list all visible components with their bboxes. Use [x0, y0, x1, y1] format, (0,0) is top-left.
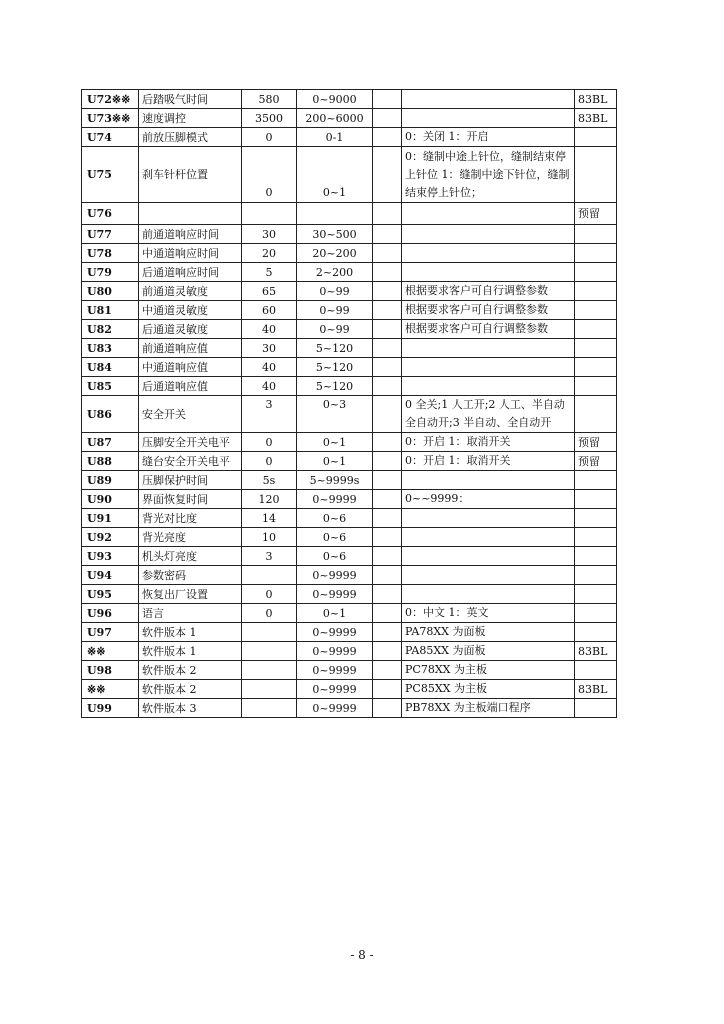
- parameter-table-body: [82, 90, 617, 718]
- param-name-cell: 缝台安全开关电平: [139, 452, 242, 471]
- note-cell: [402, 471, 575, 490]
- range-cell: 0~99: [297, 301, 373, 320]
- blank-cell: [373, 301, 402, 320]
- note-cell: [402, 244, 575, 263]
- blank-cell: [373, 490, 402, 509]
- remark-cell: 83BL: [575, 680, 617, 699]
- remark-cell: [575, 320, 617, 339]
- table-row: [82, 90, 617, 109]
- remark-cell: 83BL: [575, 109, 617, 128]
- param-name-cell: 后通道响应值: [139, 377, 242, 396]
- parameter-table: [81, 89, 617, 718]
- blank-cell: [373, 282, 402, 301]
- note-cell: [402, 358, 575, 377]
- table-row: [82, 452, 617, 471]
- note-cell: [402, 225, 575, 244]
- note-cell: PB78XX 为主板端口程序: [402, 699, 575, 718]
- param-name-cell: 速度调控: [139, 109, 242, 128]
- range-cell: 30~500: [297, 225, 373, 244]
- table-row: [82, 604, 617, 623]
- blank-cell: [373, 642, 402, 661]
- range-cell: 2~200: [297, 263, 373, 282]
- note-cell: 根据要求客户可自行调整参数: [402, 301, 575, 320]
- param-name-cell: 软件版本 3: [139, 699, 242, 718]
- param-code-cell: U77: [82, 225, 139, 244]
- table-row: [82, 680, 617, 699]
- default-value-cell: 10: [242, 528, 297, 547]
- blank-cell: [373, 528, 402, 547]
- param-name-cell: 软件版本 2: [139, 680, 242, 699]
- default-value-cell: 0: [242, 147, 297, 203]
- table-row: [82, 377, 617, 396]
- blank-cell: [373, 547, 402, 566]
- table-row: [82, 623, 617, 642]
- blank-cell: [373, 263, 402, 282]
- default-value-cell: 30: [242, 225, 297, 244]
- note-cell: 0：关闭 1：开启: [402, 128, 575, 147]
- remark-cell: [575, 604, 617, 623]
- table-row: [82, 128, 617, 147]
- param-name-cell: 刹车针杆位置: [139, 147, 242, 203]
- param-name-cell: 中通道响应值: [139, 358, 242, 377]
- remark-cell: [575, 263, 617, 282]
- param-code-cell: U87: [82, 433, 139, 452]
- default-value-cell: 5: [242, 263, 297, 282]
- table-row: [82, 109, 617, 128]
- table-row: [82, 301, 617, 320]
- param-name-cell: 软件版本 1: [139, 623, 242, 642]
- default-value-cell: [242, 699, 297, 718]
- param-name-cell: 恢复出厂设置: [139, 585, 242, 604]
- default-value-cell: 0: [242, 604, 297, 623]
- range-cell: [297, 203, 373, 225]
- range-cell: 0~9999: [297, 490, 373, 509]
- param-code-cell: U72※※: [82, 90, 139, 109]
- blank-cell: [373, 471, 402, 490]
- range-cell: 0-1: [297, 128, 373, 147]
- param-code-cell: U81: [82, 301, 139, 320]
- default-value-cell: 40: [242, 320, 297, 339]
- note-cell: 0~~9999：: [402, 490, 575, 509]
- default-value-cell: 40: [242, 377, 297, 396]
- default-value-cell: 0: [242, 452, 297, 471]
- range-cell: 5~120: [297, 377, 373, 396]
- default-value-cell: 3: [242, 547, 297, 566]
- note-cell: 0：中文 1：英文: [402, 604, 575, 623]
- table-row: [82, 358, 617, 377]
- param-name-cell: 机头灯亮度: [139, 547, 242, 566]
- param-code-cell: U98: [82, 661, 139, 680]
- range-cell: 0~99: [297, 282, 373, 301]
- range-cell: 0~3: [297, 396, 373, 433]
- note-cell: 0：开启 1：取消开关: [402, 452, 575, 471]
- range-cell: 0~1: [297, 147, 373, 203]
- param-name-cell: 参数密码: [139, 566, 242, 585]
- param-name-cell: 压脚保护时间: [139, 471, 242, 490]
- blank-cell: [373, 377, 402, 396]
- table-row: [82, 547, 617, 566]
- table-row: [82, 642, 617, 661]
- default-value-cell: [242, 680, 297, 699]
- param-name-cell: 界面恢复时间: [139, 490, 242, 509]
- note-cell: [402, 203, 575, 225]
- note-cell: PA85XX 为面板: [402, 642, 575, 661]
- param-name-cell: 软件版本 2: [139, 661, 242, 680]
- table-row: [82, 566, 617, 585]
- remark-cell: 83BL: [575, 90, 617, 109]
- table-row: [82, 661, 617, 680]
- param-code-cell: U99: [82, 699, 139, 718]
- param-code-cell: U95: [82, 585, 139, 604]
- table-row: [82, 282, 617, 301]
- param-name-cell: [139, 203, 242, 225]
- table-row: [82, 244, 617, 263]
- remark-cell: [575, 699, 617, 718]
- param-code-cell: ※※: [82, 680, 139, 699]
- remark-cell: [575, 225, 617, 244]
- blank-cell: [373, 225, 402, 244]
- blank-cell: [373, 396, 402, 433]
- remark-cell: [575, 377, 617, 396]
- range-cell: 0~6: [297, 547, 373, 566]
- default-value-cell: 40: [242, 358, 297, 377]
- blank-cell: [373, 699, 402, 718]
- remark-cell: [575, 528, 617, 547]
- range-cell: 0~9999: [297, 699, 373, 718]
- default-value-cell: 60: [242, 301, 297, 320]
- blank-cell: [373, 339, 402, 358]
- table-row: [82, 509, 617, 528]
- param-name-cell: 安全开关: [139, 396, 242, 433]
- blank-cell: [373, 433, 402, 452]
- param-name-cell: 背光亮度: [139, 528, 242, 547]
- remark-cell: 预留: [575, 203, 617, 225]
- table-row: [82, 433, 617, 452]
- table-row: [82, 339, 617, 358]
- remark-cell: [575, 358, 617, 377]
- blank-cell: [373, 585, 402, 604]
- param-code-cell: U96: [82, 604, 139, 623]
- blank-cell: [373, 623, 402, 642]
- default-value-cell: [242, 661, 297, 680]
- default-value-cell: 0: [242, 433, 297, 452]
- table-row: [82, 147, 617, 203]
- blank-cell: [373, 604, 402, 623]
- param-code-cell: U93: [82, 547, 139, 566]
- note-cell: [402, 528, 575, 547]
- param-code-cell: U75: [82, 147, 139, 203]
- param-code-cell: U82: [82, 320, 139, 339]
- blank-cell: [373, 358, 402, 377]
- param-code-cell: U90: [82, 490, 139, 509]
- blank-cell: [373, 147, 402, 203]
- default-value-cell: [242, 203, 297, 225]
- range-cell: 0~1: [297, 452, 373, 471]
- param-code-cell: U89: [82, 471, 139, 490]
- param-code-cell: U97: [82, 623, 139, 642]
- blank-cell: [373, 128, 402, 147]
- range-cell: 20~200: [297, 244, 373, 263]
- table-row: [82, 528, 617, 547]
- blank-cell: [373, 680, 402, 699]
- param-name-cell: 后通道响应时间: [139, 263, 242, 282]
- table-row: [82, 203, 617, 225]
- blank-cell: [373, 244, 402, 263]
- remark-cell: [575, 301, 617, 320]
- param-name-cell: 压脚安全开关电平: [139, 433, 242, 452]
- note-cell: [402, 566, 575, 585]
- default-value-cell: 20: [242, 244, 297, 263]
- note-cell: PA78XX 为面板: [402, 623, 575, 642]
- table-row: [82, 471, 617, 490]
- remark-cell: [575, 623, 617, 642]
- range-cell: 0~9000: [297, 90, 373, 109]
- param-name-cell: 前通道响应时间: [139, 225, 242, 244]
- default-value-cell: 65: [242, 282, 297, 301]
- param-code-cell: U74: [82, 128, 139, 147]
- default-value-cell: 120: [242, 490, 297, 509]
- note-cell: 根据要求客户可自行调整参数: [402, 282, 575, 301]
- note-cell: [402, 90, 575, 109]
- note-cell: PC85XX 为主板: [402, 680, 575, 699]
- remark-cell: [575, 282, 617, 301]
- param-code-cell: U91: [82, 509, 139, 528]
- default-value-cell: 3: [242, 396, 297, 433]
- default-value-cell: 30: [242, 339, 297, 358]
- remark-cell: [575, 490, 617, 509]
- param-code-cell: U94: [82, 566, 139, 585]
- default-value-cell: 5s: [242, 471, 297, 490]
- range-cell: 0~6: [297, 509, 373, 528]
- page-number: - 8 -: [350, 948, 374, 962]
- remark-cell: [575, 661, 617, 680]
- param-code-cell: U84: [82, 358, 139, 377]
- param-code-cell: U86: [82, 396, 139, 433]
- range-cell: 0~9999: [297, 642, 373, 661]
- range-cell: 0~6: [297, 528, 373, 547]
- param-name-cell: 前通道灵敏度: [139, 282, 242, 301]
- remark-cell: 预留: [575, 452, 617, 471]
- remark-cell: 83BL: [575, 642, 617, 661]
- remark-cell: [575, 396, 617, 433]
- note-cell: 0：缝制中途上针位，缝制结束停上针位 1：缝制中途下针位，缝制结束停上针位；: [402, 147, 575, 203]
- param-name-cell: 前通道响应值: [139, 339, 242, 358]
- note-cell: PC78XX 为主板: [402, 661, 575, 680]
- param-name-cell: 中通道响应时间: [139, 244, 242, 263]
- remark-cell: 预留: [575, 433, 617, 452]
- range-cell: 5~9999s: [297, 471, 373, 490]
- note-cell: [402, 547, 575, 566]
- param-code-cell: U78: [82, 244, 139, 263]
- note-cell: [402, 509, 575, 528]
- range-cell: 0~1: [297, 433, 373, 452]
- remark-cell: [575, 147, 617, 203]
- table-row: [82, 225, 617, 244]
- remark-cell: [575, 339, 617, 358]
- param-name-cell: 前放压脚模式: [139, 128, 242, 147]
- param-name-cell: 语言: [139, 604, 242, 623]
- table-row: [82, 263, 617, 282]
- note-cell: 0：开启 1：取消开关: [402, 433, 575, 452]
- param-code-cell: U73※※: [82, 109, 139, 128]
- param-name-cell: 中通道灵敏度: [139, 301, 242, 320]
- note-cell: [402, 339, 575, 358]
- param-code-cell: ※※: [82, 642, 139, 661]
- blank-cell: [373, 452, 402, 471]
- range-cell: 0~9999: [297, 585, 373, 604]
- default-value-cell: 0: [242, 585, 297, 604]
- param-code-cell: U79: [82, 263, 139, 282]
- param-name-cell: 背光对比度: [139, 509, 242, 528]
- param-name-cell: 后通道灵敏度: [139, 320, 242, 339]
- remark-cell: [575, 547, 617, 566]
- range-cell: 0~9999: [297, 680, 373, 699]
- table-row: [82, 585, 617, 604]
- range-cell: 0~99: [297, 320, 373, 339]
- blank-cell: [373, 320, 402, 339]
- range-cell: 5~120: [297, 358, 373, 377]
- range-cell: 0~9999: [297, 661, 373, 680]
- blank-cell: [373, 509, 402, 528]
- blank-cell: [373, 109, 402, 128]
- default-value-cell: 580: [242, 90, 297, 109]
- default-value-cell: [242, 566, 297, 585]
- blank-cell: [373, 661, 402, 680]
- param-name-cell: 软件版本 1: [139, 642, 242, 661]
- param-name-cell: 后踏吸气时间: [139, 90, 242, 109]
- default-value-cell: 3500: [242, 109, 297, 128]
- range-cell: 0~1: [297, 604, 373, 623]
- note-cell: [402, 109, 575, 128]
- note-cell: [402, 585, 575, 604]
- param-code-cell: U88: [82, 452, 139, 471]
- table-row: [82, 320, 617, 339]
- note-cell: [402, 377, 575, 396]
- remark-cell: [575, 471, 617, 490]
- table-row: [82, 490, 617, 509]
- remark-cell: [575, 509, 617, 528]
- remark-cell: [575, 244, 617, 263]
- remark-cell: [575, 566, 617, 585]
- blank-cell: [373, 566, 402, 585]
- default-value-cell: 0: [242, 128, 297, 147]
- blank-cell: [373, 203, 402, 225]
- param-code-cell: U85: [82, 377, 139, 396]
- table-row: [82, 396, 617, 433]
- remark-cell: [575, 585, 617, 604]
- note-cell: 0 全关;1 人工开;2 人工、半自动全自动开;3 半自动、全自动开: [402, 396, 575, 433]
- table-row: [82, 699, 617, 718]
- param-code-cell: U83: [82, 339, 139, 358]
- remark-cell: [575, 128, 617, 147]
- param-code-cell: U76: [82, 203, 139, 225]
- range-cell: 0~9999: [297, 623, 373, 642]
- range-cell: 5~120: [297, 339, 373, 358]
- param-code-cell: U80: [82, 282, 139, 301]
- param-code-cell: U92: [82, 528, 139, 547]
- default-value-cell: 14: [242, 509, 297, 528]
- default-value-cell: [242, 642, 297, 661]
- range-cell: 200~6000: [297, 109, 373, 128]
- note-cell: [402, 263, 575, 282]
- note-cell: 根据要求客户可自行调整参数: [402, 320, 575, 339]
- blank-cell: [373, 90, 402, 109]
- range-cell: 0~9999: [297, 566, 373, 585]
- default-value-cell: [242, 623, 297, 642]
